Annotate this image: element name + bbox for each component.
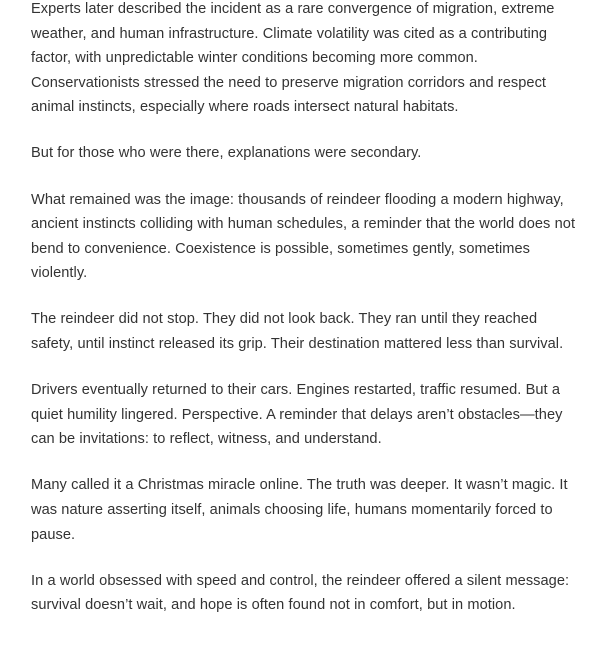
article-paragraph: What remained was the image: thousands of reindeer flooding a modern highway, ancient instincts colliding with human schedules, a reminder that the world does not bend to convenience. Coexistence is possible, sometimes gently, sometimes violently. xyxy=(31,191,576,282)
article-paragraph: The reindeer did not stop. They did not look back. They ran until they reached safety, until instinct released its grip. Their destination mattered less than survival. xyxy=(31,311,564,353)
article-paragraph: But for those who were there, explanations were secondary. xyxy=(31,145,422,162)
article-body xyxy=(31,0,576,639)
article-paragraph: Drivers eventually returned to their cars. Engines restarted, traffic resumed. But a quiet humility lingered. Perspective. A reminder that delays aren’t obstacles—they can be invitations: to reflect, witness, and understand. xyxy=(31,382,563,448)
article-paragraph: In a world obsessed with speed and control, the reindeer offered a silent message: survival doesn’t wait, and hope is often found not in comfort, but in motion. xyxy=(31,572,570,614)
article-paragraph: Many called it a Christmas miracle online. The truth was deeper. It wasn’t magic. It was nature asserting itself, animals choosing life, humans momentarily forced to pause. xyxy=(31,477,568,543)
article-paragraph: Experts later described the incident as a rare convergence of migration, extreme weather, and human infrastructure. Climate volatility was cited as a contributing factor, with unpredictable winter conditions becoming more common. Conservationists stressed the need to preserve migration corridors and respect animal instincts, especially where roads intersect natural habitats. xyxy=(31,1,555,116)
